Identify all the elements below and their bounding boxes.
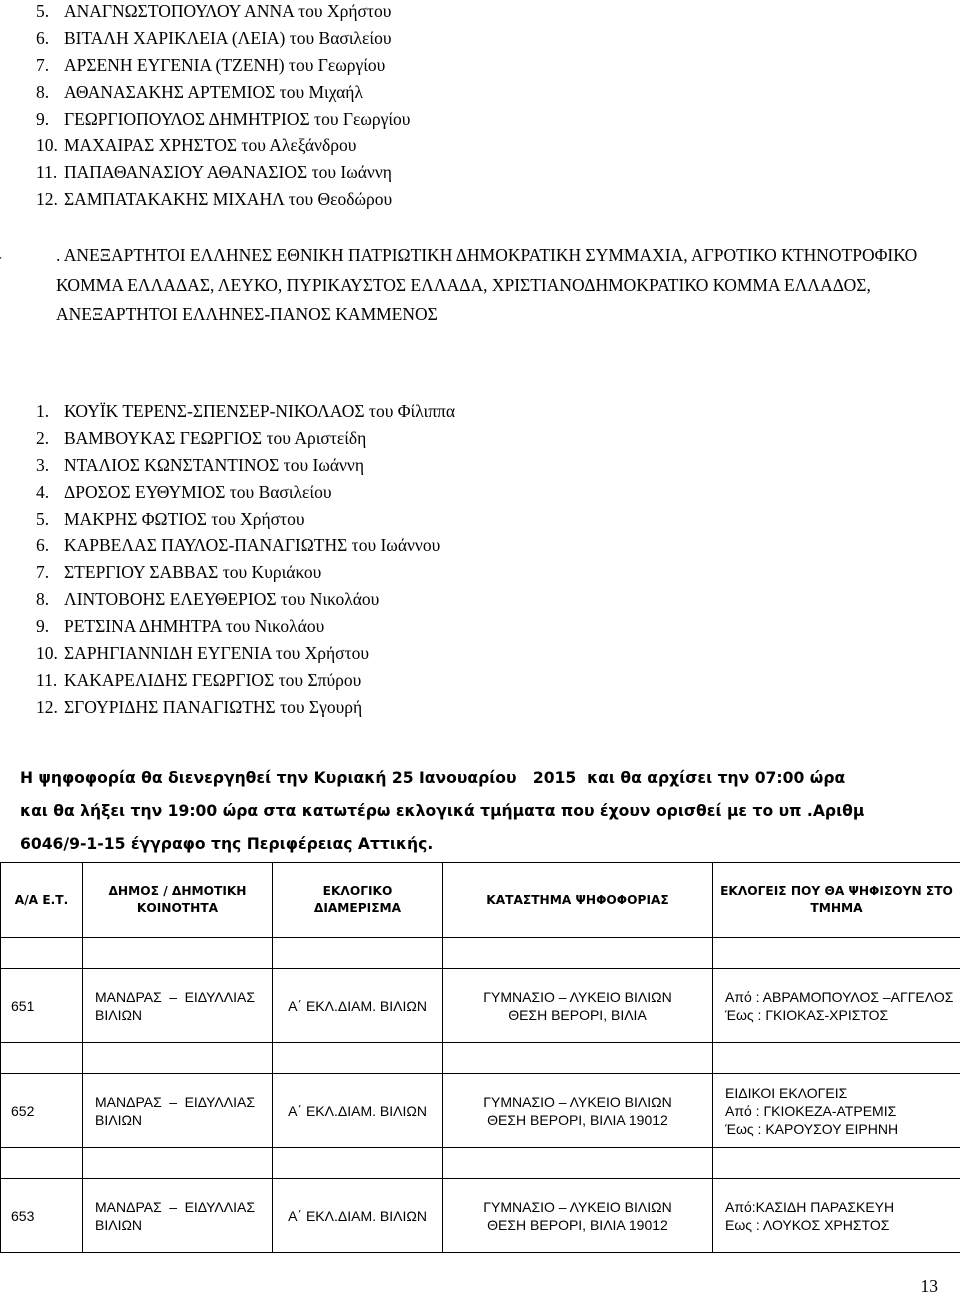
district-cell: Α΄ ΕΚΛ.ΔΙΑΜ. ΒΙΛΙΩΝ xyxy=(273,1179,443,1253)
section-id: 653 xyxy=(1,1179,83,1253)
list-item: 6. ΒΙΤΑΛΗ ΧΑΡΙΚΛΕΙΑ (ΛΕΙΑ) του Βασιλείου xyxy=(36,27,392,48)
announcement-line: Η ψηφοφορία θα διενεργηθεί την Κυριακή 25 Ιανουαρίου 2015 και θα αρχίσει την 07:00 ώρα xyxy=(20,769,846,787)
list-item: 8. ΑΘΑΝΑΣΑΚΗΣ ΑΡΤΕΜΙΟΣ του Μιχαήλ xyxy=(36,81,363,102)
list-item: 6. ΚΑΡΒΕΛΑΣ ΠΑΥΛΟΣ-ΠΑΝΑΓΙΩΤΗΣ του Ιωάννου xyxy=(36,535,441,556)
list-item: 10. ΜΑΧΑΙΡΑΣ ΧΡΗΣΤΟΣ του Αλεξάνδρου xyxy=(36,135,357,156)
list-item: 5. ΜΑΚΡΗΣ ΦΩΤΙΟΣ του Χρήστου xyxy=(36,508,305,529)
list-item: 7. ΣΤΕΡΓΙΟΥ ΣΑΒΒΑΣ του Κυριάκου xyxy=(36,562,322,583)
header-voters: ΕΚΛΟΓΕΙΣ ΠΟΥ ΘΑ ΨΗΦΙΣΟΥΝ ΣΤΟ ΤΜΗΜΑ xyxy=(713,863,960,938)
header-id: Α/Α Ε.Τ. xyxy=(1,863,83,938)
list-item: 9. ΡΕΤΣΙΝΑ ΔΗΜΗΤΡΑ του Νικολάου xyxy=(36,616,325,637)
municipality-cell: ΜΑΝΔΡΑΣ – ΕΙΔΥΛΛΙΑΣ ΒΙΛΙΩΝ xyxy=(83,969,273,1043)
list-item: 4. ΔΡΟΣΟΣ ΕΥΘΥΜΙΟΣ του Βασιλείου xyxy=(36,481,332,502)
district-cell: Α΄ ΕΚΛ.ΔΙΑΜ. ΒΙΛΙΩΝ xyxy=(273,1074,443,1148)
table-spacer-row xyxy=(1,1043,960,1074)
party-heading xyxy=(20,241,920,330)
party-name: . ΑΝΕΞΑΡΤΗΤΟΙ ΕΛΛΗΝΕΣ ΕΘΝΙΚΗ ΠΑΤΡΙΩΤΙΚΗ ΔΗΜΟΚΡΑΤΙΚΗ ΣΥΜΜΑΧΙΑ, ΑΓΡΟΤΙΚΟ ΚΤΗΝΟΤΡΟΦΙΚΟ ΚΟΜΜΑ ΕΛΛΑΔΑΣ, ΛΕΥΚΟ, ΠΥΡΙΚΑΥΣΤΟΣ ΕΛΛΑΔΑ, ΧΡΙΣΤΙΑΝΟΔΗΜΟΚΡΑΤΙΚΟ ΚΟΜΜΑ ΕΛΛΑΔΟΣ, ΑΝΕΞΑΡΤΗΤΟΙ ΕΛΛΗΝΕΣ-ΠΑΝΟΣ ΚΑΜΜΕΝΟΣ xyxy=(56,245,918,324)
section-id: 652 xyxy=(1,1074,83,1148)
municipality-cell: ΜΑΝΔΡΑΣ – ΕΙΔΥΛΛΙΑΣ ΒΙΛΙΩΝ xyxy=(83,1179,273,1253)
municipality-cell: ΜΑΝΔΡΑΣ – ΕΙΔΥΛΛΙΑΣ ΒΙΛΙΩΝ xyxy=(83,1074,273,1148)
polling-place-cell: ΓΥΜΝΑΣΙΟ – ΛΥΚΕΙΟ ΒΙΛΙΩΝ ΘΕΣΗ ΒΕΡΟΡΙ, ΒΙΛΙΑ xyxy=(443,969,713,1043)
announcement-line: 6046/9-1-15 έγγραφο της Περιφέρειας Αττικής. xyxy=(20,835,434,853)
page-number: 13 xyxy=(920,1276,938,1296)
header-district: ΕΚΛΟΓΙΚΟ ΔΙΑΜΕΡΙΣΜΑ xyxy=(273,863,443,938)
table-row xyxy=(1,969,960,1043)
voters-range-cell: ΕΙΔΙΚΟΙ ΕΚΛΟΓΕΙΣ Από : ΓΚΙΟΚΕΖΑ-ΑΤΡΕΜΙΣ Έως : ΚΑΡΟΥΣΟΥ ΕΙΡΗΝΗ xyxy=(713,1074,960,1148)
list-item: 3. ΝΤΑΛΙΟΣ ΚΩΝΣΤΑΝΤΙΝΟΣ του Ιωάννη xyxy=(36,454,364,475)
table-spacer-row xyxy=(1,938,960,969)
list-item: 12. ΣΑΜΠΑΤΑΚΑΚΗΣ ΜΙΧΑΗΛ του Θεοδώρου xyxy=(36,189,393,210)
announcement-line: και θα λήξει την 19:00 ώρα στα κατωτέρω εκλογικά τμήματα που έχουν ορισθεί με το υπ .Αριθμ xyxy=(20,802,865,820)
list-item: 11. ΠΑΠΑΘΑΝΑΣΙΟΥ ΑΘΑΝΑΣΙΟΣ του Ιωάννη xyxy=(36,162,392,183)
table-header-row xyxy=(1,863,960,938)
party-number xyxy=(20,241,56,271)
section-id: 651 xyxy=(1,969,83,1043)
candidate-list xyxy=(36,398,455,721)
candidate-list-continued xyxy=(36,0,410,213)
polling-place-cell: ΓΥΜΝΑΣΙΟ – ΛΥΚΕΙΟ ΒΙΛΙΩΝ ΘΕΣΗ ΒΕΡΟΡΙ, ΒΙΛΙΑ 19012 xyxy=(443,1179,713,1253)
voting-announcement xyxy=(20,762,940,861)
table-row xyxy=(1,1074,960,1148)
polling-stations-table xyxy=(0,862,960,1253)
list-item: 8. ΛΙΝΤΟΒΟΗΣ ΕΛΕΥΘΕΡΙΟΣ του Νικολάου xyxy=(36,589,380,610)
list-item: 7. ΑΡΣΕΝΗ ΕΥΓΕΝΙΑ (ΤΖΕΝΗ) του Γεωργίου xyxy=(36,54,386,75)
list-item: 5. ΑΝΑΓΝΩΣΤΟΠΟΥΛΟΥ ΑΝΝΑ του Χρήστου xyxy=(36,1,392,21)
district-cell: Α΄ ΕΚΛ.ΔΙΑΜ. ΒΙΛΙΩΝ xyxy=(273,969,443,1043)
list-item: 10. ΣΑΡΗΓΙΑΝΝΙΔΗ ΕΥΓΕΝΙΑ του Χρήστου xyxy=(36,643,370,664)
list-item: 1. ΚΟΥΪΚ ΤΕΡΕΝΣ-ΣΠΕΝΣΕΡ-ΝΙΚΟΛΑΟΣ του Φίλιππα xyxy=(36,401,456,421)
voters-range-cell: Από : ΑΒΡΑΜΟΠΟΥΛΟΣ –ΑΓΓΕΛΟΣ Έως : ΓΚΙΟΚΑΣ-ΧΡΙΣΤΟΣ xyxy=(713,969,960,1043)
header-municipality: ΔΗΜΟΣ / ΔΗΜΟΤΙΚΗ ΚΟΙΝΟΤΗΤΑ xyxy=(83,863,273,938)
list-item: 12. ΣΓΟΥΡΙΔΗΣ ΠΑΝΑΓΙΩΤΗΣ του Σγουρή xyxy=(36,696,363,717)
list-item: 9. ΓΕΩΡΓΙΟΠΟΥΛΟΣ ΔΗΜΗΤΡΙΟΣ του Γεωργίου xyxy=(36,108,411,129)
table-row xyxy=(1,1179,960,1253)
list-item: 11. ΚΑΚΑΡΕΛΙΔΗΣ ΓΕΩΡΓΙΟΣ του Σπύρου xyxy=(36,669,362,690)
header-polling-place: ΚΑΤΑΣΤΗΜΑ ΨΗΦΟΦΟΡΙΑΣ xyxy=(443,863,713,938)
table-spacer-row xyxy=(1,1148,960,1179)
list-item: 2. ΒΑΜΒΟΥΚΑΣ ΓΕΩΡΓΙΟΣ του Αριστείδη xyxy=(36,427,367,448)
polling-place-cell: ΓΥΜΝΑΣΙΟ – ΛΥΚΕΙΟ ΒΙΛΙΩΝ ΘΕΣΗ ΒΕΡΟΡΙ, ΒΙΛΙΑ 19012 xyxy=(443,1074,713,1148)
voters-range-cell: Από:ΚΑΣΙΔΗ ΠΑΡΑΣΚΕΥΗ Εως : ΛΟΥΚΟΣ ΧΡΗΣΤΟΣ xyxy=(713,1179,960,1253)
